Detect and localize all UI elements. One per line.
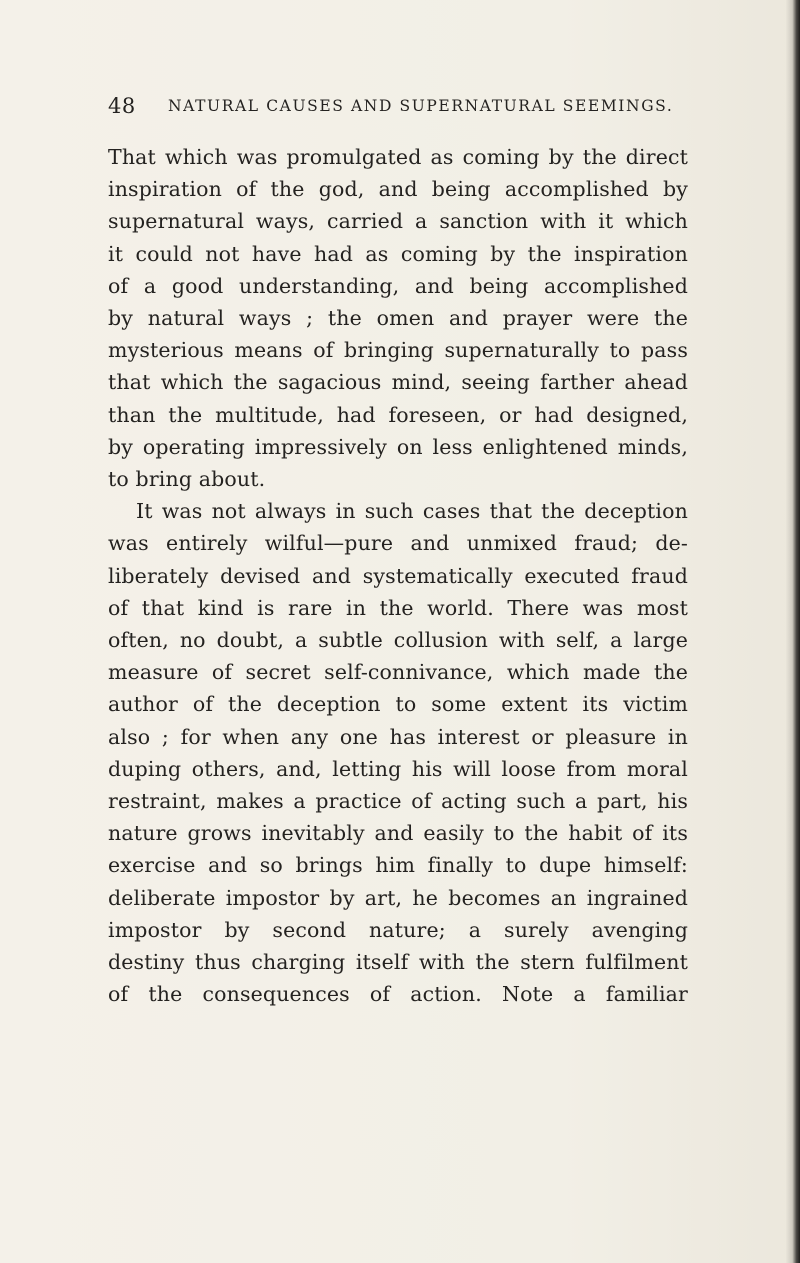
text-line: destiny thus charging itself with the stern fulfilment	[108, 950, 688, 975]
text-line: measure of secret self-connivance, which made the	[108, 660, 688, 685]
text-line: It was not always in such cases that the deception	[136, 499, 688, 524]
text-line: nature grows inevitably and easily to the habit of its	[108, 821, 688, 846]
text-line: of the consequences of action. Note a familiar	[108, 982, 688, 1007]
text-line: duping others, and, letting his will loose from moral	[108, 756, 688, 781]
text-line: of a good understanding, and being accomplished	[108, 273, 688, 298]
text-line: deliberate impostor by art, he becomes an ingrained	[108, 885, 688, 910]
text-line: restraint, makes a practice of acting such a part, his	[108, 789, 688, 814]
text-line: that which the sagacious mind, seeing farther ahead	[108, 370, 688, 395]
text-line: author of the deception to some extent its victim	[108, 692, 688, 717]
text-line: also ; for when any one has interest or pleasure in	[108, 724, 688, 749]
page-edge-shadow	[786, 0, 800, 1263]
text-line: by operating impressively on less enlightened minds,	[108, 434, 688, 459]
text-line: impostor by second nature; a surely avenging	[108, 917, 688, 942]
text-line: liberately devised and systematically executed fraud	[108, 563, 688, 588]
page-number: 48	[108, 94, 136, 118]
text-line: of that kind is rare in the world. There was most	[108, 595, 688, 620]
text-line: mysterious means of bringing supernaturally to pass	[108, 338, 688, 363]
text-line: by natural ways ; the omen and prayer were the	[108, 306, 688, 331]
paragraph-2	[108, 495, 688, 1010]
page-header	[108, 91, 708, 121]
text-line: inspiration of the god, and being accomplished by	[108, 177, 688, 202]
text-line: That which was promulgated as coming by the direct	[108, 145, 688, 169]
text-line: supernatural ways, carried a sanction with it which	[108, 209, 688, 234]
running-head: NATURAL CAUSES AND SUPERNATURAL SEEMINGS.	[168, 97, 674, 115]
text-line: often, no doubt, a subtle collusion with self, a large	[108, 628, 688, 653]
text-line: exercise and so brings him finally to dupe himself:	[108, 853, 688, 878]
text-line: it could not have had as coming by the inspiration	[108, 241, 688, 266]
paragraph-1	[108, 141, 688, 495]
text-line: to bring about.	[108, 467, 266, 492]
text-line: than the multitude, had foreseen, or had designed,	[108, 402, 688, 427]
text-line: was entirely wilful—pure and unmixed fraud; de-	[108, 531, 688, 556]
body-text	[108, 141, 688, 1010]
